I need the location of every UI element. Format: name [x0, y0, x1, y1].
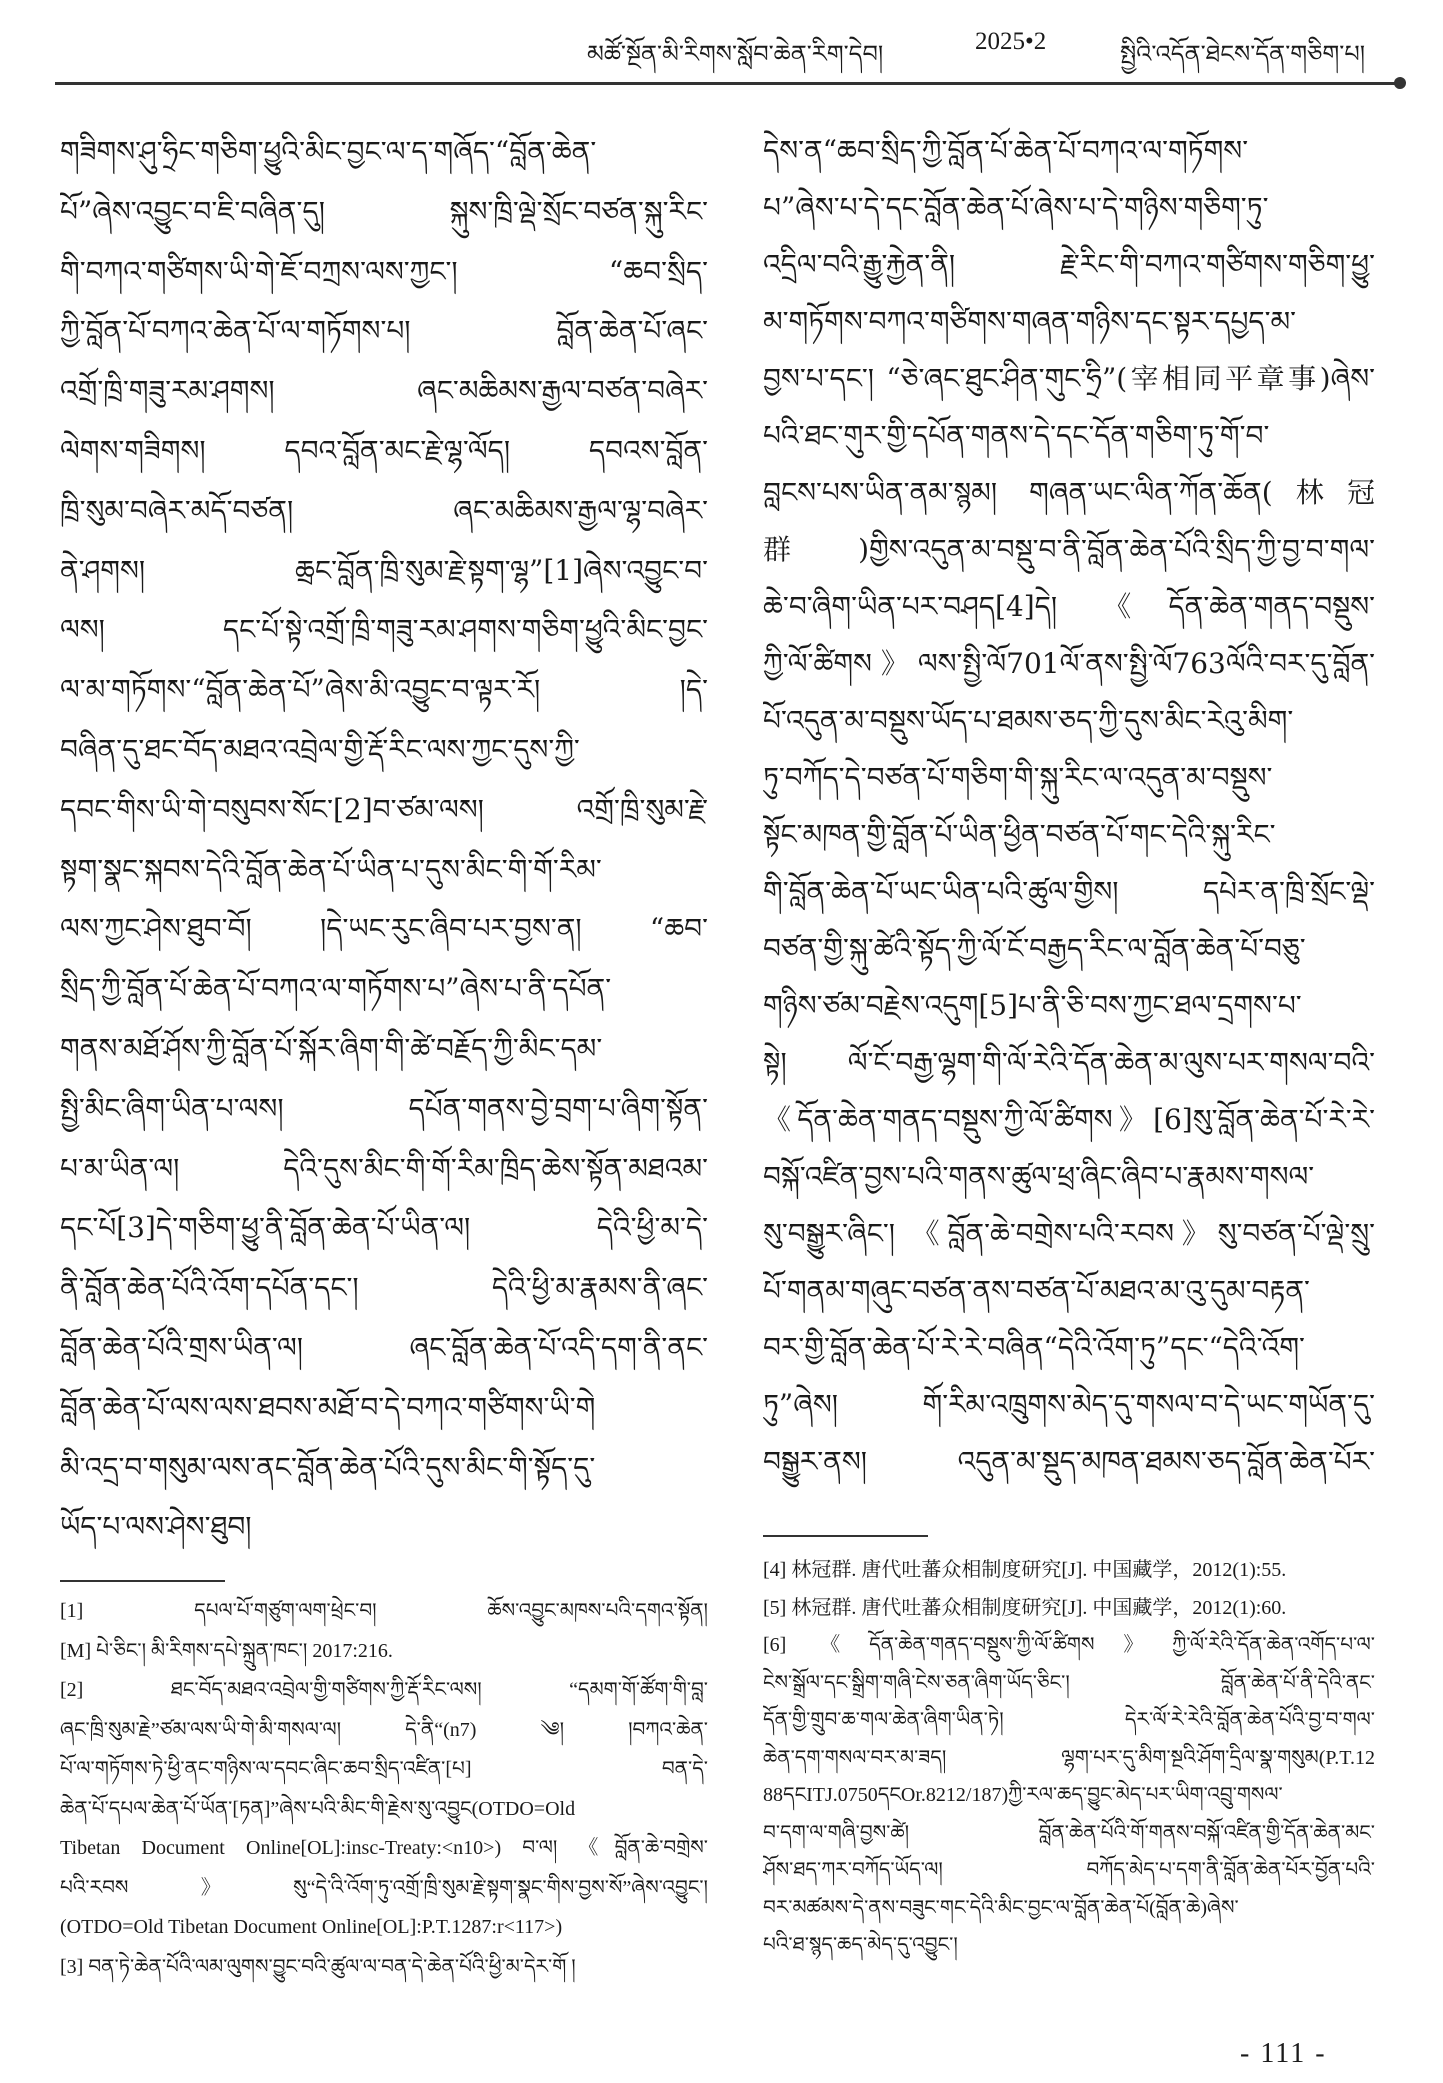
footnotes-left	[60, 1592, 708, 1987]
footnote-divider-right	[763, 1535, 928, 1537]
text-line: དབང་གིས་ཡི་གེ་བསུབས་སོང་[2]བ་ཙམ་ལས། འགྲོ་ཁྲི་སུམ་རྗེ་	[60, 792, 708, 826]
text-line: ལ་མ་གཏོགས་“བློན་ཆེན་པོ”ཞེས་མི་འབྱུང་བ་ལྟར་རོ། །དེ་	[60, 673, 708, 707]
text-line: བློན་ཆེན་པོའི་གྲས་ཡིན་ལ། ཞང་བློན་ཆེན་པོ་འདི་དག་ནི་ནང་	[60, 1330, 708, 1364]
text-line: སྟེ། ལོ་ངོ་བརྒྱ་ལྷག་གི་ལོ་རེའི་དོན་ཆེན་མ་ལུས་པར་གསལ་བའི་	[763, 1046, 1375, 1079]
text-line: ནི་བློན་ཆེན་པོའི་འོག་དཔོན་དང་། དེའི་ཕྱི་མ་རྣམས་ནི་ཞང་	[60, 1271, 708, 1305]
text-line: 88དངITJ.0750དངOr.8212/187)ཀྱི་རལ་ཆད་བྱུང་མེད་པར་ཡིག་འབྲུ་གསལ་	[763, 1784, 1283, 1806]
text-line: [6] 《དོན་ཆེན་གནད་བསྡུས་ཀྱི་ལོ་ཚིགས》ཀྱི་ལོ་རེའི་དོན་ཆེན་འགོད་པ་ལ་	[763, 1634, 1375, 1656]
text-line: སྤྱི་མིང་ཞིག་ཡིན་པ་ལས། དཔོན་གནས་བྱེ་བྲག་པ་ཞིག་སྟོན་	[60, 1091, 708, 1125]
text-line: (OTDO=Old Tibetan Document Online[OL]:P.T.1287:r<117>)	[60, 1916, 563, 1938]
text-line: བཞིན་དུ་ཐང་བོད་མཐའ་འབྲེལ་གྱི་རྡོ་རིང་ལས་ཀྱང་དུས་ཀྱི་	[60, 732, 580, 766]
text-line: མི་འདྲ་བ་གསུམ་ལས་ནང་བློན་ཆེན་པོའི་དུས་མིང་གི་སྟོད་དུ་	[60, 1450, 596, 1484]
text-line: ལེགས་གཟིགས། དབའ་བློན་མང་རྗེ་ལྷ་ལོད། དབའས་བློན་	[60, 433, 708, 467]
text-line: གི་བཀའ་གཙིགས་ཡི་གེ་ཇོ་བཀྲས་ལས་ཀྱང་། “ཆབ་སྲིད་	[60, 254, 708, 288]
text-line: ཀྱི་ལོ་ཚིགས》ལས་སྤྱི་ལོ701ལོ་ནས་སྤྱི་ལོ763ལོའི་བར་དུ་བློན་	[763, 647, 1375, 680]
text-line: ཀྱི་བློན་པོ་བཀའ་ཆེན་པོ་ལ་གཏོགས་པ། བློན་ཆེན་པོ་ཞང་	[60, 314, 708, 348]
body-left-column	[60, 122, 708, 1557]
text-line: བླངས་པས་ཡིན་ནམ་སྙམ། གཞན་ཡང་ལིན་ཀོན་ཆོན(林冠	[763, 476, 1375, 509]
text-line: པ”ཞེས་པ་དེ་དང་བློན་ཆེན་པོ་ཞེས་པ་དེ་གཉིས་གཅིག་ཏུ་	[763, 191, 1269, 224]
text-line: སྟོང་མཁན་གྱི་བློན་པོ་ཡིན་ཕྱིན་བཙན་པོ་གང་དེའི་སྐུ་རིང་	[763, 818, 1276, 851]
text-line: ལས། དང་པོ་སྟེ་འགྲོ་ཁྲི་གཟུ་རམ་ཤགས་གཅིག་ཕྱུའི་མིང་བྱང་	[60, 613, 708, 647]
text-line: ཏུ”ཞེས། གོ་རིམ་འཁྲུགས་མེད་དུ་གསལ་བ་དེ་ཡང་གཡོན་དུ་	[763, 1388, 1375, 1421]
text-line: ཤོས་ཐད་ཀར་བཀོད་ཡོད་ལ། བཀོད་མེད་པ་དག་ནི་བློན་ཆེན་པོར་བྱོན་པའི་	[763, 1859, 1375, 1881]
text-line: དང་པོ[3]དེ་གཅིག་ཕྱུ་ནི་བློན་ཆེན་པོ་ཡིན་ལ། དེའི་ཕྱི་མ་དེ་	[60, 1211, 708, 1245]
text-line: ཁྲི་སུམ་བཞེར་མདོ་བཙན། ཞང་མཆིམས་རྒྱལ་ལྷ་བཞེར་	[60, 493, 708, 527]
text-line: [3] བན་ཏེ་ཆེན་པོའི་ལམ་ལུགས་བྱུང་བའི་ཚུལ་ལ་བན་དེ་ཆེན་པོའི་ཕྱི་མ་དེར་གོ །	[60, 1955, 576, 1978]
text-line: ངེས་སྒྲོལ་དང་སྒྲིག་གཞི་ངེས་ཅན་ཞིག་ཡོད་ཅིང་། བློན་ཆེན་པོ་ནི་དེའི་ནང་	[763, 1671, 1375, 1694]
body-right-column	[763, 122, 1375, 1490]
text-line: ཆེན་དག་གསལ་བར་མ་ཟད། ལྷག་པར་དུ་མིག་སྔའི་ཤོག་དྲིལ་སྣ་གསུམ(P.T.12	[763, 1746, 1375, 1769]
text-line: བ་དག་ལ་གཞི་བྱས་ཚེ། བློན་ཆེན་པོའི་གོ་གནས་བསྐོ་འཛིན་གྱི་དོན་ཆེན་མང་	[763, 1821, 1375, 1844]
text-line: པའི་ཐང་གུར་གྱི་དཔོན་གནས་དེ་དང་དོན་གཅིག་ཏུ་གོ་བ་	[763, 419, 1270, 452]
text-line: གཉིས་ཙམ་བརྗེས་འདུག[5]པ་ནི་ཅི་བས་ཀྱང་ཐལ་དྲགས་པ་	[763, 989, 1302, 1022]
text-line: པོ”ཞེས་འབྱུང་བ་ཇི་བཞིན་དུ། སྐུས་ཁྲི་ལྡེ་སྲོང་བཙན་སྐུ་རིང་	[60, 194, 708, 228]
text-line: པ་མ་ཡིན་ལ། དེའི་དུས་མིང་གི་གོ་རིམ་ཁྲིད་ཆེས་སྟོན་མཐའམ་	[60, 1151, 708, 1185]
text-line: 《དོན་ཆེན་གནད་བསྡུས་ཀྱི་ལོ་ཚིགས》[6]སུ་བློན་ཆེན་པོ་རེ་རེ་	[763, 1103, 1375, 1136]
text-line: ཆེ་བ་ཞིག་ཡིན་པར་བཤད[4]དེ། 《དོན་ཆེན་གནད་བསྡུས་	[763, 590, 1375, 623]
text-line: བློན་ཆེན་པོ་ལས་ལས་ཐབས་མཐོ་བ་དེ་བཀའ་གཙིགས་ཡི་གེ	[60, 1390, 596, 1424]
journal-title: མཚོ་སྔོན་མི་རིགས་སློབ་ཆེན་རིག་དེབ།	[587, 40, 884, 68]
header-rule-dot	[1394, 77, 1406, 89]
text-line: [4] 林冠群. 唐代吐蕃众相制度研究[J]. 中国藏学，2012(1):55.	[763, 1559, 1287, 1581]
text-line: པོ་འདུན་མ་བསྡུས་ཡོད་པ་ཐམས་ཅད་ཀྱི་དུས་མིང་རེའུ་མིག་	[763, 704, 1294, 737]
text-line: Tibetan Document Online[OL]:insc-Treaty:<n10>) བ་ལ། 《བློན་ཆེ་བགྲེས་	[60, 1837, 708, 1859]
text-line: སུ་བསྒྱུར་ཞིང་། 《བློན་ཆེ་བགྲེས་པའི་རབས》སུ་བཙན་པོ་ལྡེ་སྲུ་	[763, 1217, 1375, 1250]
text-line: བར་མཚམས་དེ་ནས་བཟུང་གང་དེའི་མིང་བྱང་ལ་བློན་ཆེན་པོ(བློན་ཆེ)ཞེས་	[763, 1896, 1239, 1919]
text-line: མ་གཏོགས་བཀའ་གཙིགས་གཞན་གཉིས་དང་སྟར་དཔྱད་མ་	[763, 305, 1297, 338]
text-line: དེས་ན“ཆབ་སྲིད་ཀྱི་བློན་པོ་ཆེན་པོ་བཀའ་ལ་གཏོགས་	[763, 134, 1249, 167]
text-line: ཏུ་བཀོད་དེ་བཙན་པོ་གཅིག་གི་སྐུ་རིང་ལ་འདུན་མ་བསྡུས་	[763, 761, 1273, 794]
text-line: [1] དཔལ་པོ་གཙུག་ལག་ཕྲེང་བ། ཆོས་འབྱུང་མཁས་པའི་དགའ་སྟོན།	[60, 1600, 708, 1622]
footnote-divider-left	[60, 1580, 225, 1582]
text-line: ཆེན་པོ་དཔལ་ཆེན་པོ་ཡོན་[ཏན]”ཞེས་པའི་མིང་གི་རྗེས་སུ་འབྱུང(OTDO=Old	[60, 1797, 576, 1820]
text-line: གནས་མཐོ་ཤོས་ཀྱི་བློན་པོ་སྐོར་ཞིག་གི་ཚེ་བརྗོད་ཀྱི་མིང་དམ་	[60, 1031, 603, 1065]
text-line: དོན་གྱི་གྲུབ་ཆ་གལ་ཆེན་ཞིག་ཡིན་ཏེ། དེར་ལོ་རེ་རེའི་བློན་ཆེན་པོའི་བྱ་བ་གལ་	[763, 1709, 1375, 1731]
text-line: 群)གྱིས་འདུན་མ་བསྡུ་བ་ནི་བློན་ཆེན་པོའི་སྲིད་ཀྱི་བྱ་བ་གལ་	[763, 533, 1375, 566]
text-line: གི་བློན་ཆེན་པོ་ཡང་ཡིན་པའི་ཚུལ་གྱིས། དཔེར་ན་ཁྲི་སྲོང་ལྡེ་	[763, 875, 1375, 908]
text-line: སྟག་སྣང་སྐབས་དེའི་བློན་ཆེན་པོ་ཡིན་པ་དུས་མིང་གི་གོ་རིམ་	[60, 852, 602, 886]
text-line: པའི་ཐ་སྙད་ཆད་མེད་དུ་འབྱུང་།	[763, 1934, 958, 1956]
text-line: ཡོད་པ་ལས་ཤེས་ཐུབ།	[60, 1510, 252, 1544]
text-line: བར་གྱི་བློན་ཆེན་པོ་རེ་རེ་བཞིན“དེའི་འོག་ཏུ”དང་“དེའི་འོག་	[763, 1331, 1305, 1364]
header-rule	[55, 82, 1400, 85]
text-line: སྲིད་ཀྱི་བློན་པོ་ཆེན་པོ་བཀའ་ལ་གཏོགས་པ”ཞེས་པ་ནི་དཔོན་	[60, 972, 612, 1006]
text-line: པོ་ལ་གཏོགས་ཏེ་ཕྱི་ནང་གཉིས་ལ་དབང་ཞིང་ཆབ་སྲིད་འཛིན་[པ] བན་དེ་	[60, 1758, 708, 1780]
text-line: འདྲིལ་བའི་རྒྱུ་རྐྱེན་ནི། རྗེ་རིང་གི་བཀའ་གཙིགས་གཅིག་ཕྱུ་	[763, 248, 1375, 281]
text-line: ལས་ཀྱང་ཤེས་ཐུབ་བོ། །དེ་ཡང་རུང་ཞིབ་པར་བྱས་ན། “ཆབ་	[60, 912, 708, 946]
text-line: འགྲོ་ཁྲི་གཟུ་རམ་ཤགས། ཞང་མཆིམས་རྒྱལ་བཙན་བཞེར་	[60, 374, 708, 408]
page-number: - 111 -	[1240, 2038, 1327, 2069]
text-line: བསྒྱུར་ནས། འདུན་མ་སྡུད་མཁན་ཐམས་ཅད་བློན་ཆེན་པོར་	[763, 1445, 1375, 1478]
text-line: ཞང་ཁྲི་སུམ་རྗེ”ཙམ་ལས་ཡི་གེ་མི་གསལ་ལ། དེ་ནི“(n7) ༄། །བཀའ་ཆེན་	[60, 1718, 708, 1741]
text-line: བཙན་གྱི་སྐུ་ཚེའི་སྟོད་ཀྱི་ལོ་ངོ་བརྒྱད་རིང་ལ་བློན་ཆེན་པོ་བཅུ་	[763, 932, 1306, 965]
text-line: བསྐོ་འཛིན་བྱས་པའི་གནས་ཚུལ་ཕྲ་ཞིང་ཞིབ་པ་རྣམས་གསལ་	[763, 1160, 1315, 1193]
footnotes-right	[763, 1552, 1375, 1965]
issue-number: 2025•2	[975, 28, 1047, 55]
section-title: སྤྱིའི་འདོན་ཐེངས་དོན་གཅིག་པ།	[1120, 40, 1366, 68]
text-line: བྱས་པ་དང་། “ཅེ་ཞང་ཐུང་ཤིན་གུང་ཧྲི”(宰相同平章事)ཞེས་	[763, 362, 1375, 395]
text-line: [5] 林冠群. 唐代吐蕃众相制度研究[J]. 中国藏学，2012(1):60.	[763, 1596, 1287, 1619]
text-line: པའི་རབས》སུ“དེ་འི་འོག་ཏུ་འགྲོ་ཁྲི་སུམ་རྗེ་སྟག་སྣང་གིས་བྱས་སོ”ཞེས་འབྱུང་།	[60, 1876, 708, 1899]
text-line: [2] ཐང་བོད་མཐའ་འབྲེལ་གྱི་གཙིགས་ཀྱི་རྡོ་རིང་ལས། “དམག་གོ་ཚོག་གི་བླ་	[60, 1679, 708, 1701]
text-line: པོ་གནམ་གཞུང་བཙན་ནས་བཙན་པོ་མཐའ་མ་འུ་དུམ་བརྟན་	[763, 1274, 1310, 1307]
text-line: [M] པེ་ཅིང་། མི་རིགས་དཔེ་སྐྲུན་ཁང་། 2017:216.	[60, 1639, 393, 1662]
text-line: གཟིགས་ཤུ་ཧྲིང་གཅིག་ཕྱུའི་མིང་བྱང་ལ་ད་གཞོད་“བློན་ཆེན་	[60, 135, 597, 168]
text-line: ནེ་ཤགས། ཆྲང་བློན་ཁྲི་སུམ་རྗེ་སྟག་ལྷ”[1]ཞེས་འབྱུང་བ་	[60, 553, 708, 587]
